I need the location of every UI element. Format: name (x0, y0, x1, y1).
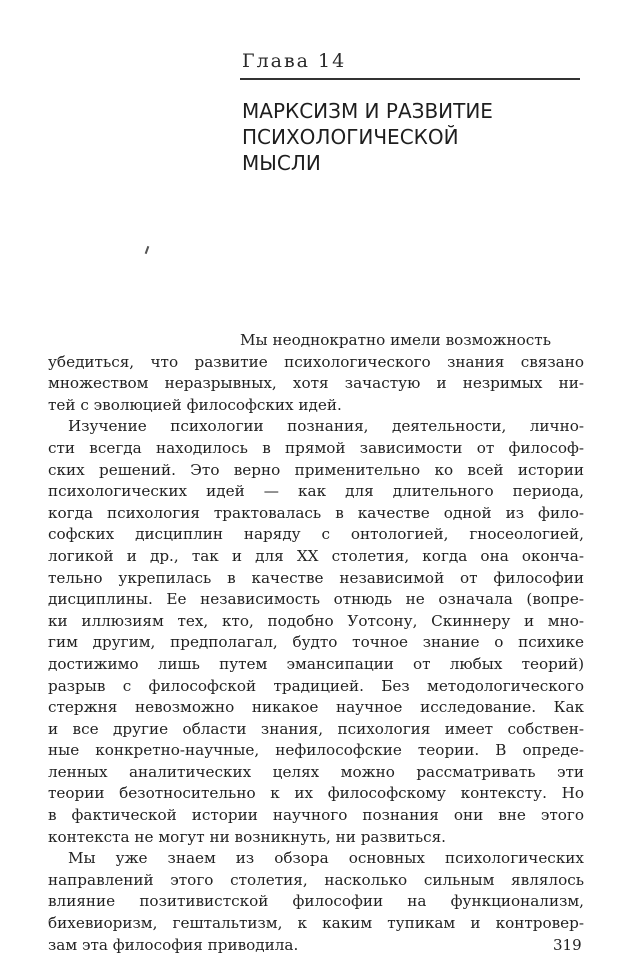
text-line: ленных аналитических целях можно рассматривать эти (48, 762, 584, 781)
text-line: в фактической истории научного познания они вне этого (48, 806, 584, 825)
text-line: ные конкретно-научные, нефилософские теории. В опреде- (48, 741, 584, 760)
text-line: Изучение психологии познания, деятельности, лично- (68, 417, 584, 436)
text-line: тей с эволюцией философских идей. (48, 395, 342, 414)
text-line: софских дисциплин наряду с онтологией, гносеологией, (48, 525, 584, 544)
text-line: множеством неразрывных, хотя зачастую и незримых ни- (48, 374, 584, 393)
chapter-rule (240, 78, 580, 80)
text-line: направлений этого столетия, насколько сильным являлось (48, 870, 584, 889)
chapter-label: Глава 14 (242, 50, 347, 72)
chapter-title (242, 98, 542, 176)
text-line: тельно укрепилась в качестве независимой от философии (48, 568, 584, 587)
text-line: бихевиоризм, гештальтизм, к каким тупикам и контровер- (48, 914, 584, 933)
text-line: убедиться, что развитие психологического знания связано (48, 352, 584, 371)
text-line: ки иллюзиям тех, кто, подобно Уотсону, Скиннеру и мно- (48, 611, 584, 630)
chapter-title-line: ПСИХОЛОГИЧЕСКОЙ (242, 125, 459, 149)
body-text (48, 330, 584, 956)
chapter-title-line: МАРКСИЗМ И РАЗВИТИЕ (242, 99, 493, 123)
text-line: и все другие области знания, психология имеет собствен- (48, 719, 584, 738)
text-line: психологических идей — как для длительного периода, (48, 482, 584, 501)
text-line: влияние позитивистской философии на функционализм, (48, 892, 584, 911)
text-line: достижимо лишь путем эмансипации от любых теорий) (48, 654, 584, 673)
text-line: контекста не могут ни возникнуть, ни развиться. (48, 827, 447, 846)
text-line: гим другим, предполагал, будто точное знание о психике (48, 633, 584, 652)
chapter-title-line: МЫСЛИ (242, 151, 321, 175)
text-line: сти всегда находилось в прямой зависимости от философ- (48, 438, 584, 457)
text-line: зам эта философия приводила. (48, 935, 299, 954)
text-line: Мы уже знаем из обзора основных психологических (68, 849, 584, 868)
text-line: теории безотносительно к их философскому контексту. Но (48, 784, 584, 803)
text-line: стержня невозможно никакое научное исследование. Как (48, 698, 584, 717)
text-line: ских решений. Это верно применительно ко всей истории (48, 460, 584, 479)
text-line: разрыв с философской традицией. Без методологического (48, 676, 584, 695)
text-line: логикой и др., так и для XX столетия, когда она оконча- (48, 546, 584, 565)
page-number: 319 (553, 936, 582, 954)
text-line: дисциплины. Ее независимость отнюдь не означала (вопре- (48, 590, 584, 609)
text-line: Мы неоднократно имели возможность (240, 331, 551, 349)
text-line: когда психология трактовалась в качестве одной из фило- (48, 503, 584, 522)
stray-ink-mark (145, 246, 150, 254)
